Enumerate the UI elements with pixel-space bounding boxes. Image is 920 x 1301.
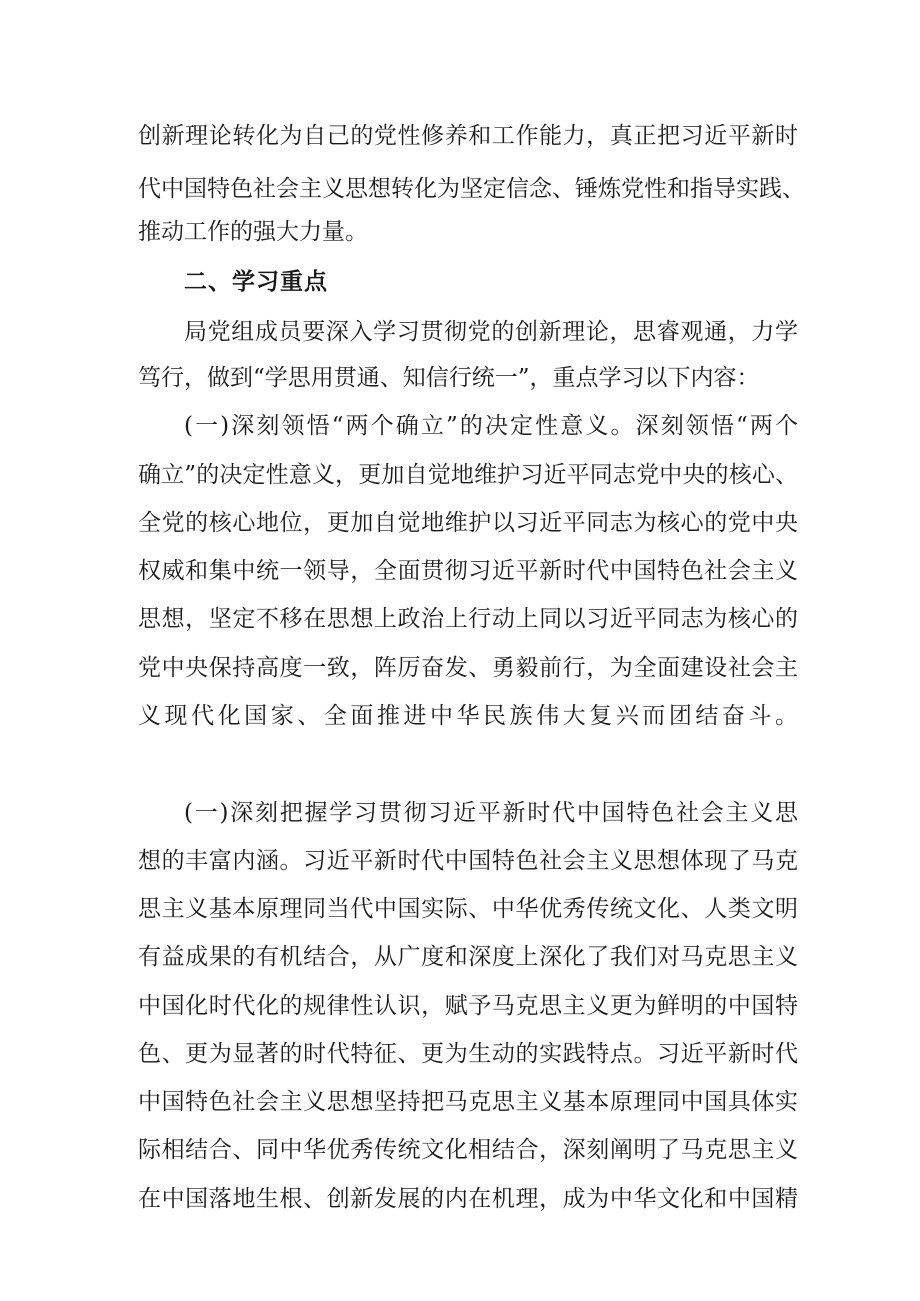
paragraph-line: (一)深刻领悟“两个确立”的决定性意义。深刻领悟“两个 <box>184 413 798 439</box>
paragraph-line: 思主义基本原理同当代中国实际、中华优秀传统文化、人类文明 <box>138 896 798 922</box>
paragraph-line: 创新理论转化为自己的党性修养和工作能力，真正把习近平新时 <box>138 123 798 149</box>
section-heading: 二、学习重点 <box>184 269 328 295</box>
paragraph-line: 思想，坚定不移在思想上政治上行动上同以习近平同志为核心的 <box>138 606 798 632</box>
paragraph-line: 权威和集中统一领导，全面贯彻习近平新时代中国特色社会主义 <box>138 558 798 584</box>
paragraph-line: 确立”的决定性意义，更加自觉地维护习近平同志党中央的核心、 <box>138 462 798 488</box>
paragraph-line: 代中国特色社会主义思想转化为坚定信念、锤炼党性和指导实践、 <box>138 176 805 202</box>
paragraph-line: 色、更为显著的时代特征、更为生动的实践特点。习近平新时代 <box>138 1041 798 1067</box>
paragraph-line <box>138 744 798 784</box>
paragraph-line: 笃行，做到“学思用贯通、知信行统一”，重点学习以下内容： <box>138 365 760 391</box>
paragraph-line: 想的丰富内涵。习近平新时代中国特色社会主义思想体现了马克 <box>138 848 798 874</box>
paragraph-line: 推动工作的强大力量。 <box>138 219 368 245</box>
paragraph-line: 全党的核心地位，更加自觉地维护以习近平同志为核心的党中央 <box>138 510 798 536</box>
paragraph-line: 中国化时代化的规律性认识，赋予马克思主义更为鲜明的中国特 <box>138 993 798 1019</box>
paragraph-line: 在中国落地生根、创新发展的内在机理，成为中华文化和中国精 <box>138 1186 798 1212</box>
paragraph-line: 党中央保持高度一致，阵厉奋发、勇毅前行，为全面建设社会主 <box>138 655 798 681</box>
paragraph-line: 际相结合、同中华优秀传统文化相结合，深刻阐明了马克思主义 <box>138 1137 798 1163</box>
paragraph-line: 中国特色社会主义思想坚持把马克思主义基本原理同中国具体实 <box>138 1089 798 1115</box>
paragraph-line: 有益成果的有机结合，从广度和深度上深化了我们对马克思主义 <box>138 944 798 970</box>
paragraph-line: 义现代化国家、全面推进中华民族伟大复兴而团结奋斗。 <box>138 703 798 729</box>
paragraph-line: 局党组成员要深入学习贯彻党的创新理论，思睿观通，力学 <box>184 319 798 345</box>
paragraph-line: (一)深刻把握学习贯彻习近平新时代中国特色社会主义思 <box>184 800 798 826</box>
